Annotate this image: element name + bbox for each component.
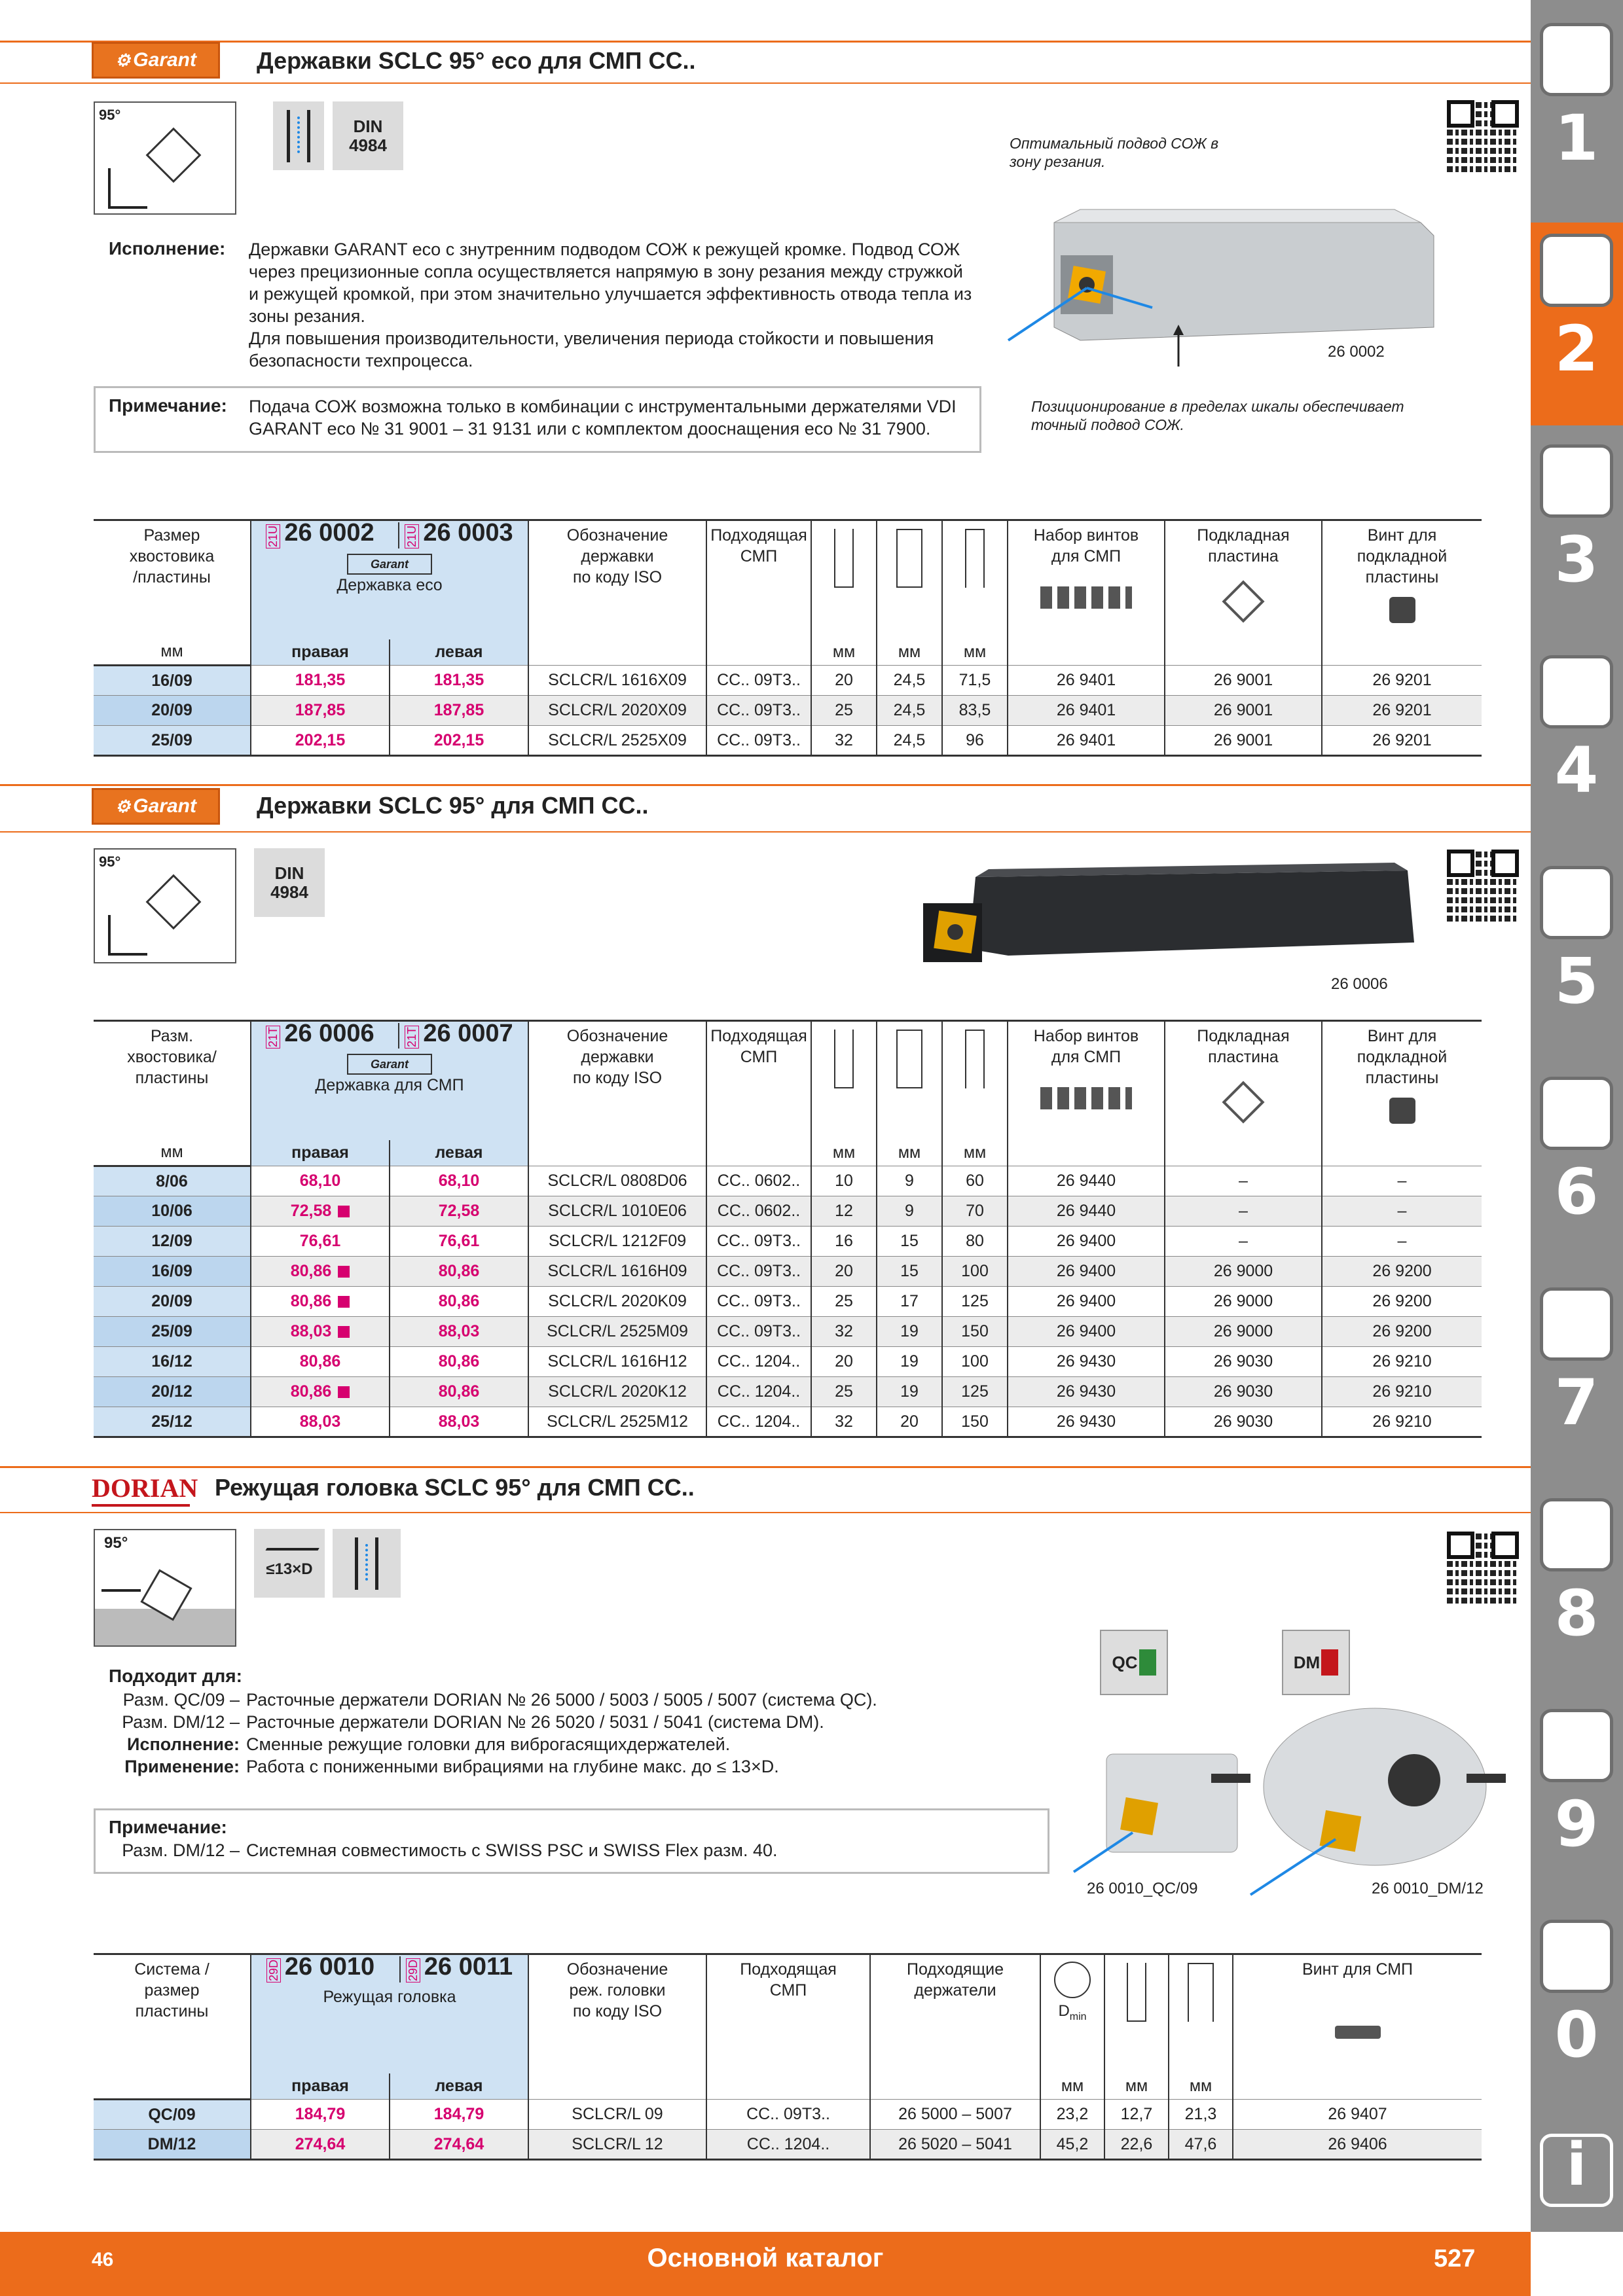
sidebar-tab-icon-9[interactable]: [1540, 1920, 1613, 1993]
table-cell: 26 9430: [1008, 1377, 1165, 1407]
col-screws-header-2: Набор винтов для СМП: [1008, 1021, 1165, 1140]
table-cell: 26 9201: [1322, 696, 1482, 726]
table-cell: SCLCR/L 12: [528, 2130, 706, 2160]
table-cell: 26 9030: [1165, 1407, 1322, 1437]
table-cell: 26 9401: [1008, 696, 1165, 726]
table-cell: 80,86: [390, 1347, 528, 1377]
table-row: [94, 726, 1482, 756]
sidebar-tab-icon-2[interactable]: [1540, 444, 1613, 518]
table-cell: 80,86: [390, 1257, 528, 1287]
table-cell: 12,7: [1104, 2100, 1169, 2130]
qc-badge: QC: [1100, 1630, 1168, 1695]
angle-95-icon-2: 95°: [94, 848, 236, 963]
table-cell: 26 9030: [1165, 1347, 1322, 1377]
table-cell: 88,03: [390, 1407, 528, 1437]
dm-badge: DM: [1282, 1630, 1350, 1695]
table-cell: –: [1322, 1166, 1482, 1196]
table-cell: SCLCR/L 1616X09: [528, 666, 706, 696]
dim-h-icon-2: [811, 1021, 877, 1140]
table-cell: 24,5: [877, 666, 942, 696]
sidebar-tab-icon-8[interactable]: [1540, 1709, 1613, 1782]
table-cell: 184,79: [251, 2100, 390, 2130]
shim-screw-icon-2: [1389, 1098, 1415, 1124]
holder-eco-image: [1002, 196, 1447, 367]
table-row: [94, 2130, 1482, 2160]
order-number-header-3: 29D 26 0010 29D 26 0011 Режущая головка: [251, 1954, 528, 2073]
table-cell: 181,35: [251, 666, 390, 696]
sidebar-tab-number[interactable]: 9: [1554, 1787, 1599, 1861]
availability-marker: [338, 1266, 350, 1278]
sidebar-tab-icon-0[interactable]: [1540, 23, 1613, 96]
table-cell: CC.. 1204..: [706, 1407, 811, 1437]
table-cell: 100: [942, 1347, 1008, 1377]
table-cell: CC.. 1204..: [706, 1377, 811, 1407]
table-cell: 26 9401: [1008, 666, 1165, 696]
table-cell: 9: [877, 1196, 942, 1227]
table-cell: 26 9401: [1008, 726, 1165, 756]
table-cell: 26 5000 – 5007: [870, 2100, 1040, 2130]
table-cell: 83,5: [942, 696, 1008, 726]
table-cell: 15: [877, 1257, 942, 1287]
dim-l-icon-2: [942, 1021, 1008, 1140]
sidebar-tab-icon-1[interactable]: [1540, 234, 1613, 307]
col-size-header: Размер хвостовика /пластины: [129, 526, 215, 586]
table-cell: 32: [811, 1407, 877, 1437]
note-text-1: Подача СОЖ возможна только в комбинации с инструментальными держателями VDI GARANT eco № 31 9001 – 31 9131 или с комплектом дооснащения eco № 31 7900.: [249, 397, 957, 439]
table-cell: SCLCR/L 1212F09: [528, 1227, 706, 1257]
col-iso-header-2: Обозначение державки по коду ISO: [528, 1021, 706, 1140]
qr-code-3: [1447, 1532, 1519, 1604]
table-cell: 19: [877, 1317, 942, 1347]
table-cell: 8/06: [94, 1166, 251, 1196]
table-cell: CC.. 09T3..: [706, 1287, 811, 1317]
table-cell: 202,15: [390, 726, 528, 756]
table-cell: 26 9400: [1008, 1227, 1165, 1257]
table-cell: 25: [811, 696, 877, 726]
holder-image-2: [910, 851, 1427, 982]
col-system-header: Система / размер пластины: [134, 1960, 210, 2020]
table-cell: 88,03: [251, 1407, 390, 1437]
din-badge-2: DIN 4984: [254, 848, 325, 917]
table-cell: 70: [942, 1196, 1008, 1227]
table-cell: 125: [942, 1377, 1008, 1407]
table-cell: SCLCR/L 2525M12: [528, 1407, 706, 1437]
table-cell: SCLCR/L 1010E06: [528, 1196, 706, 1227]
execution-label: Исполнение:: [109, 238, 226, 259]
table-cell: 274,64: [390, 2130, 528, 2160]
table-cell: 12: [811, 1196, 877, 1227]
col-holders-header: Подходящие держатели: [870, 1954, 1040, 2073]
table-cell: 96: [942, 726, 1008, 756]
dmin-icon: $D_{min}$: [1040, 1954, 1104, 2073]
sidebar-tab-icon-7[interactable]: [1540, 1498, 1613, 1571]
table-cell: CC.. 09T3..: [706, 696, 811, 726]
sidebar-tab-number[interactable]: 4: [1554, 734, 1599, 807]
table-cell: CC.. 09T3..: [706, 1317, 811, 1347]
table-cell: 26 9400: [1008, 1287, 1165, 1317]
cutting-head-images: [1061, 1702, 1519, 1898]
table-cell: 20: [811, 1257, 877, 1287]
shim-screw-icon: [1389, 597, 1415, 623]
shim-icon-2: [1222, 1081, 1264, 1123]
table-cell: 16/09: [94, 666, 251, 696]
sidebar-tab-icon-4[interactable]: [1540, 866, 1613, 939]
table-cell: 20/09: [94, 696, 251, 726]
table-cell: 25/09: [94, 1317, 251, 1347]
col-iso-header: Обозначение державки по коду ISO: [528, 520, 706, 639]
availability-marker: [338, 1326, 350, 1338]
table-cell: 25: [811, 1377, 877, 1407]
table-cell: 24,5: [877, 696, 942, 726]
table-row: [94, 1287, 1482, 1317]
dorian-logo: DORIAN: [92, 1470, 190, 1507]
table-cell: 25/12: [94, 1407, 251, 1437]
garant-badge-2: Garant: [347, 1054, 432, 1075]
table-cell: 76,61: [390, 1227, 528, 1257]
table-cell: CC.. 1204..: [706, 2130, 870, 2160]
sidebar-tab-number[interactable]: 8: [1554, 1577, 1599, 1650]
note-label-3: Примечание:: [109, 1817, 227, 1837]
caption-qc: 26 0010_QC/09: [1087, 1880, 1198, 1897]
image-code-260006: 26 0006: [1331, 975, 1388, 993]
availability-marker: [338, 1386, 350, 1398]
table-cell: 12/09: [94, 1227, 251, 1257]
table-cell: SCLCR/L 1616H12: [528, 1347, 706, 1377]
table-cell: 32: [811, 726, 877, 756]
sidebar-tab-number[interactable]: 6: [1554, 1155, 1599, 1229]
table-cell: 202,15: [251, 726, 390, 756]
table-cell: 32: [811, 1317, 877, 1347]
coolant-icon-3: [333, 1529, 401, 1598]
table-3: Система / размер пластины 29D 26 0010 29D 26 0011 Режущая головка Обозначение реж. головки по коду ISO Подходящая СМП Подходящие держатели $D_{min}$ Винт для СМП правая левая мм мм мм QC/09 184,79 184,79 SCLCR/L 09 CC.. 09T3.. 26 5000 – 5007 23,2 12,7 21,3 26 9407 DM/12 274,64 274,64 SCLCR/L 12 CC.. 1204.. 26 5020 – 5041 45,2 22,6 47,6 26 9406: [94, 1953, 1482, 2161]
table-cell: 20/09: [94, 1287, 251, 1317]
table-cell: QC/09: [94, 2100, 251, 2130]
table-row: [94, 1196, 1482, 1227]
table-cell: 20: [811, 1347, 877, 1377]
screw-set-icon-2: [1040, 1087, 1132, 1109]
table-cell: –: [1165, 1166, 1322, 1196]
qr-code-1: [1447, 100, 1519, 172]
note-label-1: Примечание:: [109, 395, 227, 416]
dim-f-icon-3: [1104, 1954, 1169, 2073]
sidebar-tab-number[interactable]: 3: [1554, 523, 1599, 596]
table-cell: 26 9200: [1322, 1287, 1482, 1317]
sidebar-tab-number[interactable]: 0: [1554, 1998, 1599, 2072]
sidebar-tab-icon-6[interactable]: [1540, 1287, 1613, 1361]
table-cell: 26 9440: [1008, 1196, 1165, 1227]
table-cell: CC.. 0602..: [706, 1196, 811, 1227]
positioning-caption: Позиционирование в пределах шкалы обеспечивает точный подвод СОЖ.: [1031, 398, 1404, 433]
table-cell: 26 9200: [1322, 1257, 1482, 1287]
table-cell: SCLCR/L 1616H09: [528, 1257, 706, 1287]
table-cell: CC.. 09T3..: [706, 2100, 870, 2130]
table-cell: SCLCR/L 2020K09: [528, 1287, 706, 1317]
table-cell: 26 9000: [1165, 1317, 1322, 1347]
table-cell: 184,79: [390, 2100, 528, 2130]
dim-l-icon-3: [1169, 1954, 1233, 2073]
footer-title: Основной каталог: [647, 2244, 884, 2272]
coolant-icon: [273, 101, 324, 170]
table-cell: 22,6: [1104, 2130, 1169, 2160]
screw-set-icon: [1040, 586, 1132, 609]
execution-text: Державки GARANT eco с знутренним подводом СОЖ к режущей кромке. Подвод СОЖ через прецизионные сопла осуществляется напрямую в зону резания между стружкой и режущей кромкой, при этом значительно улучшается эффективность отвода тепла из зоны резания. Для повышения производительности, увеличения периода стойкости и повышения безопасности техпроцесса.: [249, 240, 972, 370]
table-cell: 68,10: [390, 1166, 528, 1196]
sidebar-tab-number[interactable]: 5: [1554, 944, 1599, 1018]
table-cell: 26 9440: [1008, 1166, 1165, 1196]
table-cell: 274,64: [251, 2130, 390, 2160]
table-cell: 26 9210: [1322, 1377, 1482, 1407]
table-cell: 20: [877, 1407, 942, 1437]
availability-marker: [338, 1296, 350, 1308]
table-row: [94, 1227, 1482, 1257]
sidebar-tab-number[interactable]: 1: [1554, 101, 1599, 175]
col-shim-header-2: Подкладная пластина: [1165, 1021, 1322, 1140]
depth-icon: ≤13×D: [254, 1529, 325, 1598]
table-cell: 26 9430: [1008, 1347, 1165, 1377]
note-line-3: Разм. DM/12 – Системная совместимость с SWISS PSC и SWISS Flex разм. 40.: [122, 1840, 778, 1860]
table-cell: 9: [877, 1166, 942, 1196]
sidebar-tab-icon-3[interactable]: [1540, 655, 1613, 728]
col-screws-header: Набор винтов для СМП: [1008, 520, 1165, 639]
table-row: [94, 1377, 1482, 1407]
table-1: Размер хвостовика /пластины 21U 26 0002 21U 26 0003 Garant Державка eco Обозначение державки по коду ISO Подходящая СМП Набор винтов для СМП Подкладная пластина Винт для подкладной пластины мм правая левая мм мм мм 16/09 181,35 181,35 SCLCR/L 1616X09 CC.. 09T3.. 20 24,5 71,5 26 9401 26 9001 26 9201 20/09 187,85 187,85 SCLCR/L 2020X09 CC.. 09T3.. 25 24,5 83,5 26 9401 26 9001 26 9201 25/09 202,15 202,15 SCLCR/L 2525X09 CC.. 09T3.. 32 24,5 96 26 9401 26 9001 26 9201: [94, 519, 1482, 757]
table-cell: 150: [942, 1407, 1008, 1437]
table-cell: 80,86: [251, 1347, 390, 1377]
table-row: [94, 1257, 1482, 1287]
table-cell: –: [1322, 1227, 1482, 1257]
availability-marker: [338, 1206, 350, 1217]
table-row: [94, 1166, 1482, 1196]
sec3-lines: Разм. QC/09 – Расточные держатели DORIAN № 26 5000 / 5003 / 5005 / 5007 (система QC). Разм. DM/12 – Расточные держатели DORIAN № 26 5020 / 5031 / 5041 (система DM). Исполнение: Сменные режущие головки для виброгасящихдержателей. Применение: Работа с пониженными вибрациями на глубине макс. до ≤ 13×D.: [122, 1690, 877, 1776]
sidebar-tab-number[interactable]: 7: [1554, 1366, 1599, 1439]
table-cell: 26 9400: [1008, 1257, 1165, 1287]
table-cell: 26 9200: [1322, 1317, 1482, 1347]
table-cell: 10: [811, 1166, 877, 1196]
table-cell: 80,86: [390, 1287, 528, 1317]
table-cell: 181,35: [390, 666, 528, 696]
shim-icon: [1222, 580, 1264, 622]
table-cell: SCLCR/L 09: [528, 2100, 706, 2130]
table-cell: 19: [877, 1347, 942, 1377]
din-badge: DIN 4984: [333, 101, 403, 170]
table-cell: 26 9210: [1322, 1347, 1482, 1377]
col-iso-header-3: Обозначение реж. головки по коду ISO: [528, 1954, 706, 2073]
qr-code-2: [1447, 850, 1519, 922]
dim-f-icon: [877, 520, 942, 639]
table-cell: 60: [942, 1166, 1008, 1196]
table-cell: 72,58: [251, 1196, 390, 1227]
sidebar-tab-icon-5[interactable]: [1540, 1077, 1613, 1150]
table-cell: 68,10: [251, 1166, 390, 1196]
dim-f-icon-2: [877, 1021, 942, 1140]
table-cell: 80,86: [251, 1377, 390, 1407]
col-size-header-2: Разм. хвостовика/ пластины: [127, 1027, 217, 1087]
dim-l-icon: [942, 520, 1008, 639]
table-cell: 26 9001: [1165, 726, 1322, 756]
table-cell: 10/06: [94, 1196, 251, 1227]
garant-logo: ⚙ Garant: [92, 42, 220, 79]
table-cell: 187,85: [390, 696, 528, 726]
table-cell: CC.. 0602..: [706, 1166, 811, 1196]
order-number-header: 21U 26 0002 21U 26 0003 Garant Державка eco: [251, 520, 528, 639]
table-cell: –: [1165, 1196, 1322, 1227]
section3-title: Режущая головка SCLC 95° для СМП СС..: [215, 1474, 695, 1501]
table-cell: 26 9406: [1233, 2130, 1482, 2160]
table-cell: 26 9201: [1322, 666, 1482, 696]
table-cell: 25: [811, 1287, 877, 1317]
table-cell: SCLCR/L 2525X09: [528, 726, 706, 756]
table-cell: 26 9210: [1322, 1407, 1482, 1437]
table-cell: 80,86: [390, 1377, 528, 1407]
angle-95-icon-3: 95°: [94, 1529, 236, 1647]
table-cell: 26 9001: [1165, 696, 1322, 726]
sidebar-tab-number[interactable]: 2: [1554, 312, 1599, 386]
table-cell: 187,85: [251, 696, 390, 726]
garant-badge: Garant: [347, 554, 432, 575]
table-cell: 100: [942, 1257, 1008, 1287]
table-cell: SCLCR/L 2525M09: [528, 1317, 706, 1347]
table-cell: CC.. 09T3..: [706, 1257, 811, 1287]
table-cell: 26 9030: [1165, 1377, 1322, 1407]
table-cell: CC.. 1204..: [706, 1347, 811, 1377]
table-cell: 21,3: [1169, 2100, 1233, 2130]
col-shimscrew-header-2: Винт для подкладной пластины: [1322, 1021, 1482, 1140]
table-cell: 26 5020 – 5041: [870, 2130, 1040, 2160]
col-shim-header: Подкладная пластина: [1165, 520, 1322, 639]
col-shimscrew-header: Винт для подкладной пластины: [1322, 520, 1482, 639]
table-cell: 88,03: [251, 1317, 390, 1347]
fits-label: Подходит для:: [109, 1666, 242, 1686]
table-cell: SCLCR/L 0808D06: [528, 1166, 706, 1196]
table-cell: CC.. 09T3..: [706, 666, 811, 696]
angle-95-icon: 95°: [94, 101, 236, 215]
table-cell: 26 9430: [1008, 1407, 1165, 1437]
page-number-left: 46: [92, 2249, 114, 2270]
table-row: [94, 666, 1482, 696]
table-cell: –: [1322, 1196, 1482, 1227]
table-cell: 26 9400: [1008, 1317, 1165, 1347]
table-cell: 16/12: [94, 1347, 251, 1377]
table-cell: 25/09: [94, 726, 251, 756]
table-row: [94, 696, 1482, 726]
table-cell: CC.. 09T3..: [706, 1227, 811, 1257]
table-cell: 71,5: [942, 666, 1008, 696]
table-cell: 26 9407: [1233, 2100, 1482, 2130]
col-screw-header-3: Винт для СМП: [1233, 1954, 1482, 2073]
table-cell: 19: [877, 1377, 942, 1407]
table-cell: 80: [942, 1227, 1008, 1257]
sidebar-info-label[interactable]: i: [1566, 2130, 1587, 2199]
table-cell: 24,5: [877, 726, 942, 756]
table-cell: 16: [811, 1227, 877, 1257]
table-cell: 20: [811, 666, 877, 696]
table-row: [94, 1317, 1482, 1347]
garant-logo-2: ⚙ Garant: [92, 788, 220, 825]
table-row: [94, 2100, 1482, 2130]
col-insert-header-3: Подходящая СМП: [706, 1954, 870, 2073]
table-cell: 23,2: [1040, 2100, 1104, 2130]
table-cell: 26 9001: [1165, 666, 1322, 696]
col-insert-header-2: Подходящая СМП: [706, 1021, 811, 1140]
caption-dm: 26 0010_DM/12: [1372, 1880, 1484, 1897]
table-cell: 15: [877, 1227, 942, 1257]
table-cell: 26 9201: [1322, 726, 1482, 756]
table-cell: 125: [942, 1287, 1008, 1317]
section1-title: Державки SCLC 95° eco для СМП СС..: [257, 47, 696, 74]
table-cell: 150: [942, 1317, 1008, 1347]
table-cell: 80,86: [251, 1257, 390, 1287]
table-row: [94, 1407, 1482, 1437]
table-cell: 20/12: [94, 1377, 251, 1407]
table-cell: 47,6: [1169, 2130, 1233, 2160]
page-number-right: 527: [1434, 2245, 1476, 2272]
table-cell: 26 9000: [1165, 1287, 1322, 1317]
table-cell: 16/09: [94, 1257, 251, 1287]
table-cell: 26 9000: [1165, 1257, 1322, 1287]
table-cell: DM/12: [94, 2130, 251, 2160]
section2-title: Державки SCLC 95° для СМП СС..: [257, 792, 649, 819]
col-insert-header: Подходящая СМП: [706, 520, 811, 639]
image-code-260002: 26 0002: [1328, 343, 1385, 361]
dim-h-icon: [811, 520, 877, 639]
table-2: Разм. хвостовика/ пластины 21T 26 0006 21T 26 0007 Garant Державка для СМП Обозначение державки по коду ISO Подходящая СМП Набор винтов для СМП Подкладная пластина Винт для подкладной пластины мм правая левая мм мм мм 8/06 68,10 68,10 SCLCR/L 0808D06 CC.. 0602.. 10 9 60 26 9440 – – 10/06 72,58 72,58 SCLCR/L 1010E06 CC.. 0602.. 12 9 70 26 9440 – – 12/09 76,61 76,61 SCLCR/L 1212F09 CC.. 09T3.. 16 15 80 26 9400 – – 16/09 80,86 80,86 SCLCR/L 1616H09 CC.. 09T3.. 20 15 100 26 9400 26 9000 26 9200 20/09 80,86 80,86 SCLCR/L 2020K09 CC.. 09T3.. 25 17 125 26 9400 26 9000 26 9200 25/09 88,03 88,03 SCLCR/L 2525M09 CC.. 09T3.. 32 19 150 26 9400 26 9000 26 9200 16/12 80,86 80,86 SCLCR/L 1616H12 CC.. 1204.. 20 19 100 26 9430 26 9030 26 9210 20/12 80,86 80,86 SCLCR/L 2020K12 CC.. 1204.. 25 19 125 26 9430 26 9030 26 9210 25/12 88,03 88,03 SCLCR/L 2525M12 CC.. 1204.. 32 20 150 26 9430 26 9030 26 9210: [94, 1020, 1482, 1438]
table-cell: 80,86: [251, 1287, 390, 1317]
table-cell: SCLCR/L 2020K12: [528, 1377, 706, 1407]
table-cell: 88,03: [390, 1317, 528, 1347]
table-cell: 45,2: [1040, 2130, 1104, 2160]
table-cell: 76,61: [251, 1227, 390, 1257]
table-cell: CC.. 09T3..: [706, 726, 811, 756]
table-cell: 17: [877, 1287, 942, 1317]
table-cell: SCLCR/L 2020X09: [528, 696, 706, 726]
coolant-caption: Оптимальный подвод СОЖ в зону резания.: [1010, 135, 1219, 170]
screw-icon-3: [1335, 2026, 1381, 2039]
table-cell: –: [1165, 1227, 1322, 1257]
table-cell: 72,58: [390, 1196, 528, 1227]
order-number-header-2: 21T 26 0006 21T 26 0007 Garant Державка для СМП: [251, 1021, 528, 1140]
table-row: [94, 1347, 1482, 1377]
